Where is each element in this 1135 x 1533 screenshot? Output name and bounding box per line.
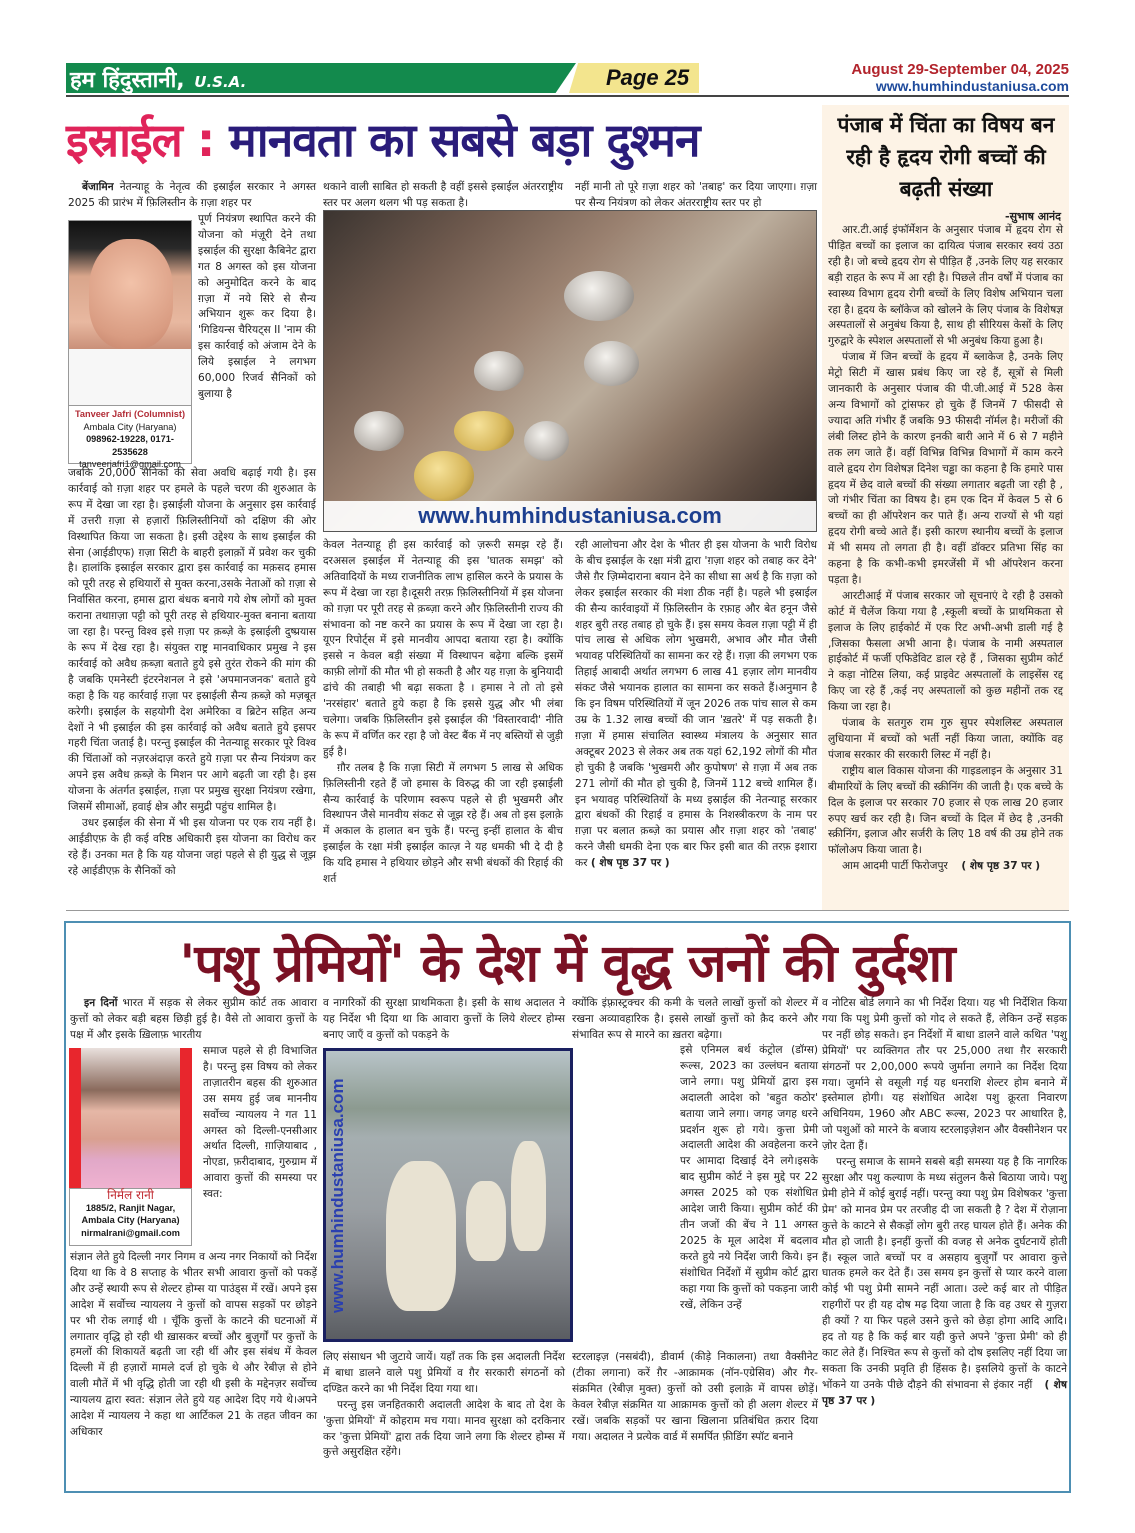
headline-prefix: इस्राईल :	[66, 113, 215, 167]
author-email: tanveerjafri1@gmail.com	[79, 459, 181, 469]
article1-column-1	[68, 180, 316, 212]
wrap-text: इसे एनिमल बर्थ कंट्रोल (डॉग्स) रूल्स, 2023 का उल्लंघन बताया जाने लगा। पशु प्रेमियों द्वारा इस अदालती आदेश को 'बहुत कठोर' बताया जाने लगा। जगह जगह धरने प्रदर्शन शुरू हो गये। कुत्ता प्रेमी अदालती आदेश की अवहेलना करने पर आमादा दिखाई देने लगे।इसके बाद सुप्रीम कोर्ट ने इस मुद्दे पर 22 अगस्त 2025 को एक संशोधित आदेश जारी किया। सुप्रीम कोर्ट की तीन जजों की बेंच ने 11 अगस्त 2025 के मूल आदेश में बदलाव करते हुये नये निर्देश जारी किये। इन संशोधित निर्देशों में सुप्रीम कोर्ट द्वारा कहा गया कि कुत्तों को पकड़ना जारी रखें, लेकिन उन्हें	[680, 1044, 818, 1311]
article1-column-2	[323, 538, 563, 888]
body-text: थकाने वाली साबित हो सकती है वहीं इससे इस्राईल अंतरराष्ट्रीय स्तर पर अलग थलग भी पड़ सकता है।	[323, 181, 563, 209]
article2-column-4	[822, 996, 1067, 1410]
author-name: निर्मल रानी	[107, 1188, 154, 1202]
body-text: उधर इस्राईल की सेना में भी इस योजना पर एक राय नहीं है। आईडीएफ़ के ही कई वरिष्ठ अधिकारी इस योजना का विरोध कर रहे हैं। उनका मत है कि यह योजना जहां पहले से ही युद्ध से जूझ रहे आईडीएफ़ के सैनिकों को	[68, 816, 316, 877]
article2-column-3-top	[572, 996, 818, 1044]
headline-main: मानवता का सबसे बड़ा दुश्मन	[229, 113, 700, 167]
article2-column-3-wrap	[680, 1043, 818, 1313]
body-text: व नागरिकों की सुरक्षा प्राथमिकता है। इसी के साथ अदालत ने यह निर्देश भी दिया था कि आवारा कुत्तों के लिये शेल्टर होम्स बनाए जाएँ व कुत्तों को पकड़ने के	[323, 997, 565, 1041]
article1-column-3	[575, 538, 817, 872]
article1-column-2-top	[323, 180, 563, 212]
continued-link[interactable]: ( शेष पृष्ठ 37 पर )	[961, 860, 1041, 873]
dateline	[851, 61, 1069, 94]
article1-headline	[66, 108, 816, 168]
author-photo	[69, 1048, 192, 1188]
sidebar-body	[828, 223, 1063, 875]
sidebar-article	[822, 105, 1069, 910]
continued-link[interactable]: ( शेष पृष्ठ 37 पर )	[822, 1378, 1067, 1407]
author-phone: 098962-19228, 0171-2535628	[86, 434, 174, 457]
stray-dogs-photo	[323, 1048, 573, 1342]
sidebar-headline: पंजाब में चिंता का विषय बन रही है हृदय रोगी बच्चों की बढ़ती संख्या	[837, 113, 1055, 201]
lead-word: बेंजामिन	[82, 181, 114, 193]
article2-column-1	[70, 996, 317, 1044]
body-text: नहीं मानी तो पूरे ग़ज़ा शहर को 'तबाह' कर दिया जाएगा। ग़ज़ा पर सैन्य नियंत्रण को लेकर अंतरराष्ट्रीय स्तर पर हो	[575, 181, 817, 209]
body-text: संज्ञान लेते हुये दिल्ली नगर निगम व अन्य नगर निकायों को निर्देश दिया था कि वे 8 सप्ताह के भीतर सभी आवारा कुत्तों को पकड़ें और उन्हें स्थायी रूप से शेल्टर होम्स या पाउंड्स में रखें। अपने इस आदेश में सर्वोच्च न्यायलय ने कुत्तों को वापस सड़कों पर छोड़ने पर भी रोक लगाई थी । चूँकि कुत्तों के काटने की घटनाओं में लगातार वृद्धि हो रही थी ख़ासकर बच्चों और बुज़ुर्गों पर कुत्तों के हमलों की शिकायतें बढ़ती जा रही थीं और इस संबंध में केवल दिल्ली में ही हज़ारों मामले दर्ज हो चुके थे और रेबीज़ से होने वाली मौतें में भी वृद्धि होती जा रही थी इसी के मद्देनज़र सर्वोच्च न्यायलय द्वारा स्वत: संज्ञान लेते हुये यह आदेश दिए गये थे।अपने आदेश में न्यायलय ने कहा था आर्टिकल 21 के तहत जीवन का अधिकार	[70, 1251, 317, 1438]
author-city: Ambala City (Haryana)	[83, 421, 177, 432]
page-number: Page 25	[606, 65, 690, 90]
columnist-caption	[68, 406, 192, 469]
body-text: ग़ौर तलब है कि ग़ज़ा सिटी में लगभग 5 लाख से अधिक फ़िलिस्तीनी रहते हैं जो हमास के विरुद्ध की जा रही इस्राईली सैन्य कार्रवाई के परिणाम स्वरूप पहले से ही भुखमरी और विस्थापन जैसे मानवीय संकट से जूझ रहे हैं। अब तो इस इलाक़े में अकाल के हालात बन चुके हैं। परन्तु इन्हीं हालात के बीच इस्राईल के रक्षा मंत्री इस्राईल कात्ज़ ने यह धमकी भी दे दी है कि यदि हमास ने हथियार छोड़ने और सभी बंधकों की रिहाई की शर्त	[323, 761, 563, 886]
brand-suffix: U.S.A.	[194, 73, 247, 91]
body-text: क्योंकि इंफ़्रास्ट्रक्चर की कमी के चलते लाखों कुत्तों को शेल्टर में रखना अव्यावहारिक है। इससे लाखों कुत्तों को क़ैद करने और संभावित रूप से मारने का ख़तरा बढ़ेगा।	[572, 997, 818, 1041]
body-text: आर.टी.आई इंफॉर्मेशन के अनुसार पंजाब में हृदय रोग से पीड़ित बच्चों का इलाज का दायित्व पंजाब सरकार स्वयं उठा रही है। जो बच्चे हृदय रोग से पीड़ित हैं ,उनके लिए यह सरकार बड़ी राहत के रूप में आ रही है। पिछले तीन वर्षों में पंजाब का स्वास्थ्य विभाग हृदय रोगी बच्चों के लिए विशेष अभियान चला रहा है। हृदय के ब्लॉकेज को खोलने के लिए पंजाब के विशेषज्ञ अस्पतालों से अनुबंध किया है, साथ ही सीरियस केसों के लिए गुरुद्वारे के स्पेशल अस्पतालों से भी अनुबंध किया हुआ है।	[828, 224, 1063, 348]
author-email: nirmalrani@gmail.com	[81, 1227, 180, 1238]
columnist-photo	[68, 220, 192, 406]
issue-date: August 29-September 04, 2025	[851, 61, 1069, 78]
continued-link[interactable]: ( शेष पृष्ठ 37 पर )	[590, 857, 670, 870]
section-divider	[66, 910, 1069, 911]
lead-word: इन दिनों	[84, 997, 118, 1009]
website-link[interactable]: www.humhindustaniusa.com	[875, 78, 1069, 94]
body-text: लिए संसाधन भी जुटाये जायें। यहाँ तक कि इस अदालती निर्देश में बाधा डालने वाले पशु प्रेमियों व ग़ैर सरकारी संगठनों को दण्डित करने का भी निर्देश दिया गया था।	[323, 1351, 565, 1395]
article1-column-3-top	[575, 180, 817, 212]
intro-text: भारत में सड़क से लेकर सुप्रीम कोर्ट तक आवारा कुत्तों को लेकर बड़ी बहस छिड़ी हुई है। वैसे तो आवारा कुत्तों के पक्ष में और इसके ख़िलाफ़ भारतीय	[70, 997, 317, 1041]
photo-watermark: www.humhindustaniusa.com	[324, 501, 816, 531]
masthead	[66, 63, 1069, 95]
intro-text: नेतन्याहू के नेतृत्व की इस्राईल सरकार ने अगस्त 2025 की प्रारंभ में फ़िलिस्तीन के ग़ज़ा शहर पर	[68, 181, 316, 209]
article1-column-1-rest	[68, 466, 316, 880]
body-text: परन्तु इस जनहितकारी अदालती आदेश के बाद तो देश के 'कुत्ता प्रेमियों' में कोहराम मच गया। मानव सुरक्षा को दरकिनार कर 'कुत्ता प्रेमियों' द्वारा तर्क दिया जाने लगा कि शेल्टर होम्स में कुत्ते असुरक्षित रहेंगे।	[323, 1398, 565, 1459]
brand-name: हम हिंदुस्तानी,	[70, 68, 185, 93]
author-name: Tanveer Jafri (Columnist)	[74, 409, 186, 419]
body-text: स्टरलाइज़ (नसबंदी), डीवार्म (कीड़े निकालना) तथा वैक्सीनेट (टीका लगाना) करें ग़ैर -आक्रामक (नॉन-एग्रेसिव) और गैर-संक्रमित (रेबीज़ मुक्त) कुत्तों को उसी इलाक़े में वापस छोड़ें। केवल रेबीज़ संक्रमित या आक्रामक कुत्तों को ही अलग शेल्टर में रखें। जबकि सड़कों पर खाना खिलाना प्रतिबंधित क़रार दिया गया। अदालत ने प्रत्येक वार्ड में समर्पित फ़ीडिंग स्पॉट बनाने	[572, 1351, 818, 1443]
wrap-text: समाज पहले से ही विभाजित है। परन्तु इस विषय को लेकर ताज़ातरीन बहस की शुरुआत उस समय हुई जब माननीय सर्वोच्च न्यायलय ने गत 11 अगस्त को दिल्ली-एनसीआर अर्थात दिल्ली, ग़ाज़ियाबाद , नोएडा, फ़रीदाबाद, गुरुग्राम में आवारा कुत्तों की समस्या पर स्वत:	[203, 1045, 317, 1201]
wrap-text: पूर्ण नियंत्रण स्थापित करने की योजना को मंज़ूरी देने तथा इस्राईल की सुरक्षा कैबिनेट द्वारा गत 8 अगस्त को इस योजना को अनुमोदित करने के बाद ग़ज़ा में नये सिरे से सैन्य अभियान शुरू कर दिया है। 'गिडियन्स चैरियट्स II 'नाम की इस कार्रवाई को अंजाम देने के लिये इस्राईल ने लगभग 60,000 रिजर्व सैनिकों को बुलाया है	[198, 213, 316, 400]
body-text: रही आलोचना और देश के भीतर ही इस योजना के भारी विरोध के बीच इस्राईल के रक्षा मंत्री द्वारा 'ग़ज़ा शहर को तबाह कर देने' जैसे ग़ैर ज़िम्मेदाराना बयान देने का सीधा सा अर्थ है कि ग़ज़ा को लेकर इस्राईल सरकार की मंशा ठीक नहीं है। पहले भी इस्राईल की सैन्य कार्रवाइयों में फ़िलिस्तीन के रफ़ाह और बेत हनून जैसे शहर बुरी तरह तबाह हो चुके हैं। इस समय केवल ग़ज़ा पट्टी में ही पांच लाख से अधिक लोग भुखमरी, अभाव और मौत जैसी भयावह परिस्थितियों का सामना कर रहे हैं। ग़ज़ा की लगभग एक तिहाई आबादी अर्थात लगभग 6 लाख 41 हज़ार लोग मानवीय संकट जैसे भयानक हालात का सामना कर सकते हैं।अनुमान है कि इन विषम परिस्थितियों में जून 2026 तक पांच साल से कम उम्र के 1.32 लाख बच्चों की जान 'ख़तरे' में पड़ सकती है। ग़ज़ा में हमास संचालित स्वास्थ्य मंत्रालय के अनुसार सात अक्टूबर 2023 से लेकर अब तक यहां 62,192 लोगों की मौत हो चुकी है जबकि 'भुखमरी और कुपोषण' से ग़ज़ा में अब तक 271 लोगों की मौत हो चुकी है, जिनमें 112 बच्चे शामिल हैं। इन भयावह परिस्थितियों के मध्य इस्राईल की नेतन्याहू सरकार द्वारा बंधकों की रिहाई व हमास के निशस्त्रीकरण के नाम पर ग़ज़ा पर बलात क़ब्ज़े का प्रयास और ग़ज़ा शहर को 'तबाह' करने जैसी धमकी देना एक बार फिर इसी बात की तरफ़ इशारा कर	[575, 539, 817, 870]
newspaper-logo	[70, 64, 246, 94]
article2-column-1-wrap	[203, 1044, 317, 1203]
article2-column-1-rest	[70, 1250, 317, 1441]
gaza-food-queue-photo	[323, 210, 817, 532]
masthead-rule	[66, 95, 1069, 97]
body-text: आरटीआई में पंजाब सरकार जो सूचनाएं दे रही है उसको कोर्ट में चैलेंज किया गया है ,स्कूली बच्चों के प्राथमिकता से इलाज के लिए हाईकोर्ट में एक रिट अभी-अभी डाली गई है ,जिसका फैसला अभी आना है। पंजाब के नामी अस्पताल हाईकोर्ट में फर्जी एफिडेविट डाल रहे हैं , जिसका सुप्रीम कोर्ट ने कड़ा नोटिस लिया, कई प्राइवेट अस्पतालों के लाइसेंस रद्द किए जा रहे हैं ,कई नए अस्पतालों को कुछ महीनों तक रद्द किया जा रहा है।	[828, 589, 1063, 714]
body-text: केवल नेतन्याहू ही इस कार्रवाई को ज़रूरी समझ रहे हैं। दरअसल इस्राईल में नेतन्याहू की इस 'घातक समझ' को अतिवादियों के मध्य राजनीतिक लाभ हासिल करने के प्रयास के रूप में देखा जा रहा है।दूसरी तरफ़ फ़िलिस्तीनियों में इस योजना को ग़ज़ा पर पूरी तरह से क़ब्ज़ा करने और फ़िलिस्तीनी राज्य की संभावना को नष्ट करने का प्रयास के रूप में देखा जा रहा है। यूएन रिपोर्ट्स में इसे मानवीय आपदा बताया रहा है। क्योंकि इससे न केवल बड़ी संख्या में विस्थापन बढ़ेगा बल्कि इसमें काफ़ी लोगों की मौत भी हो सकती है और यह ग़ज़ा के बुनियादी ढांचे की तबाही भी बढ़ा सकता है । हमास ने तो तो इसे 'नरसंहार' बताते हुये कहा है कि इससे युद्ध और भी लंबा चलेगा। जबकि फ़िलिस्तीन इसे इस्राईल की 'विस्तारवादी' नीति के रूप में वर्णित कर रहा है जो वेस्ट बैंक में नए बस्तियों से जुड़ी हुई है।	[323, 539, 563, 758]
author-caption	[69, 1188, 192, 1246]
body-text: पंजाब के सतगुरु राम गुरु सुपर स्पेशलिस्ट अस्पताल लुधियाना में बच्चों को भर्ती नहीं किया जाता, क्योंकि वह पंजाब सरकार की सरकारी लिस्ट में नहीं है।	[828, 717, 1063, 761]
sidebar-byline: -सुभाष आनंद	[1005, 210, 1061, 223]
article1-column-1-wrap	[198, 212, 316, 403]
author-city: Ambala City (Haryana)	[81, 1215, 180, 1225]
article2-column-2-bottom	[323, 1350, 565, 1461]
body-text: पंजाब में जिन बच्चों के हृदय में ब्लाकेज है, उनके लिए मेट्रो सिटी में खास प्रबंध किए जा रहे हैं, सूत्रों से मिली जानकारी के अनुसार पंजाब की पी.जी.आई में 528 केस अन्य विभागों को ट्रांसफर हो चुके हैं जिनमें 7 फीसदी से ज्यादा अति गंभीर हैं जबकि 93 फीसदी नॉर्मल है। मरीजों की लंबी लिस्ट होने के कारण इनकी बारी आने में 6 से 7 महीने तक लग जाते हैं। वहीं विभिन्न विभिन्न विभागों में काम करने वाले हृदय रोग विशेषज्ञ दिनेश चड्ढा का कहना है कि हमारे पास हृदय में छेद वाले बच्चों की संख्या लगातार बढ़ती जा रही है , जो गंभीर चिंता का विषय है। हम एक दिन में केवल 5 से 6 बच्चों का ही ऑपरेशन कर पाते हैं। अन्य राज्यों से भी यहां हृदय रोगी बच्चे आते हैं। इसी कारण स्थानीय बच्चों के इलाज में भी समय तो लगता ही है। वहीं डॉक्टर प्रतिभा सिंह का कहना है कि कभी-कभी इमरजेंसी में भी ऑपरेशन करना पड़ता है।	[828, 351, 1063, 586]
body-text: आम आदमी पार्टी फिरोजपुर	[842, 860, 948, 873]
article2-headline: 'पशु प्रेमियों' के देश में वृद्ध जनों की दुर्दशा	[179, 934, 955, 994]
author-address: 1885/2, Ranjit Nagar,	[85, 1202, 176, 1213]
article2-column-2-top	[323, 996, 565, 1044]
body-text: परन्तु समाज के सामने सबसे बड़ी समस्या यह है कि नागरिक सुरक्षा और पशु कल्याण के मध्य संतुलन कैसे बिठाया जाये। पशु प्रेमी होने में कोई बुराई नहीं। परन्तु क्या पशु प्रेम विशेषकर 'कुत्ता प्रेम' को मानव प्रेम पर तरजीह दी जा सकती है ? देश में रोज़ाना कुत्ते के काटने से सैकड़ों लोग बुरी तरह घायल होते हैं। अनेक की मौत हो जाती है। इनहीं कुत्तों की वजह से अनेक दुर्घटनायें होती हैं। स्कूल जाते बच्चों पर व असहाय बुज़ुर्गों पर आवारा कुत्ते घातक हमले कर देते हैं। उस समय इन कुत्तों से प्यार करने वाला कोई भी पशु प्रेमी सामने नहीं आता। उल्टे कई बार तो पीड़ित राहगीरों पर ही यह दोष मढ़ दिया जाता है कि वह उधर से गुज़रा ही क्यों ? या फिर पहले उसने कुत्ते को छेड़ा होगा आदि आदि। हद तो यह है कि कई बार यही कुत्ते अपने 'कुत्ता प्रेमी' को ही काट लेते हैं। निश्चित रूप से कुत्तों को दोष इसलिए नहीं दिया जा सकता कि उनकी प्रवृति ही हिंसक है। इसलिये कुत्तों के काटने भोंकने या उनके पीछे दौड़ने की संभावना से इंकार नहीं	[822, 1156, 1067, 1391]
body-text: व नोटिस बोर्ड लगाने का भी निर्देश दिया। यह भी निर्देशित किया गया कि पशु प्रेमी कुत्तों को गोद ले सकते हैं, लेकिन उन्हें सड़क पर नहीं छोड़ सकते। इन निर्देशों में बाधा डालने वाले कथित 'पशु प्रेमियों' पर व्यक्तिगत तौर पर 25,000 तथा ग़ैर सरकारी संगठनों पर 2,00,000 रूपये जुर्माना लगाने का निर्देश दिया गया। जुर्माने से वसूली गई यह धनराशि शेल्टर होम बनाने में इस्तेमाल होगी। यह संशोधित आदेश पशु क्रूरता निवारण अधिनियम, 1960 और ABC रूल्स, 2023 पर आधारित है, जो पशुओं को मारने के बजाय स्टरलाइज़ेशन और वैक्सीनेशन पर ज़ोर देता हैं।	[822, 997, 1067, 1153]
body-text: राष्ट्रीय बाल विकास योजना की गाइडलाइन के अनुसार 31 बीमारियों के लिए बच्चों की स्क्रीनिंग की जाती है। एक बच्चे के दिल के इलाज पर सरकार 70 हजार से एक लाख 20 हजार रुपए खर्च कर रही है। जिन बच्चों के दिल में छेद है ,उनकी स्क्रीनिंग, इलाज और सर्जरी के लिए 18 वर्ष की उम्र होने तक फॉलोअप किया जाता है।	[828, 764, 1063, 857]
article2-column-3-bottom	[572, 1350, 818, 1445]
body-text: जबकि 20,000 सैनिकों की सेवा अवधि बढ़ाई गयी है। इस कार्रवाई को ग़ज़ा शहर पर हमले के पहले चरण की शुरुआत के रूप में देखा जा रहा है। इस्राईली योजना के अनुसार इस कार्रवाई में उत्तरी ग़ज़ा से हज़ारों फ़िलिस्तीनियों को दक्षिण की ओर विस्थापित किया जा सकता है। इसी उद्देश्य के साथ इस्राईल की सेना (आईडीएफ) ग़ज़ा सिटी के बाहरी इलाक़ों में प्रवेश कर चुकी है। हालांकि इस्राईल सरकार द्वारा इस कार्रवाई का मक़सद हमास को पूरी तरह से हथियारों से मुक्त करना,उसके नेताओं को ग़ज़ा से निर्वासित करना, हमास द्वारा बंधक बनाये गये शेष लोगों को मुक्त कराना तथाग़ज़ा पट्टी को पूरी तरह से हथियार-मुक्त बनाना बताया जा रहा है। परन्तु विश्व इसे ग़ज़ा पर क़ब्ज़े के इस्राईली दुष्प्रयास के रूप में देख रहा है। संयुक्त राष्ट्र मानवाधिकार प्रमुख ने इस कार्रवाई को अवैध क़ब्ज़ा बताते हुये इसे तुरंत रोकने की मांग की है जबकि एमनेस्टी इंटरनेशनल ने इसे 'अपमानजनक' बताते हुये कहा है कि यह कार्रवाई ग़ज़ा पर इस्राईली सैन्य क़ब्ज़े को मज़बूत करेगी। इस्राईल के सहयोगी देश अमेरिका व ब्रिटेन सहित अन्य देशों ने भी इस्राईल की इस कार्रवाई को अवैध बताते हुये इसपर गहरी चिंता जताई है। परन्तु इस्राईल की नेतन्याहू सरकार पूरे विश्व की चिंताओं को नज़रअंदाज़ करते हुये ग़ज़ा पर सैन्य नियंत्रण कर अपने इस अवैध क़ब्ज़े के मिशन पर आगे बढ़ती जा रही है। इस योजना के अंतर्गत इस्राईल, ग़ज़ा पर प्रमुख सुरक्षा नियंत्रण रखेगा, जिसमें सीमाओं, हवाई क्षेत्र और समुद्री पहुंच शामिल है।	[68, 467, 316, 814]
photo-watermark: www.humhindustaniusa.com	[328, 1078, 347, 1314]
